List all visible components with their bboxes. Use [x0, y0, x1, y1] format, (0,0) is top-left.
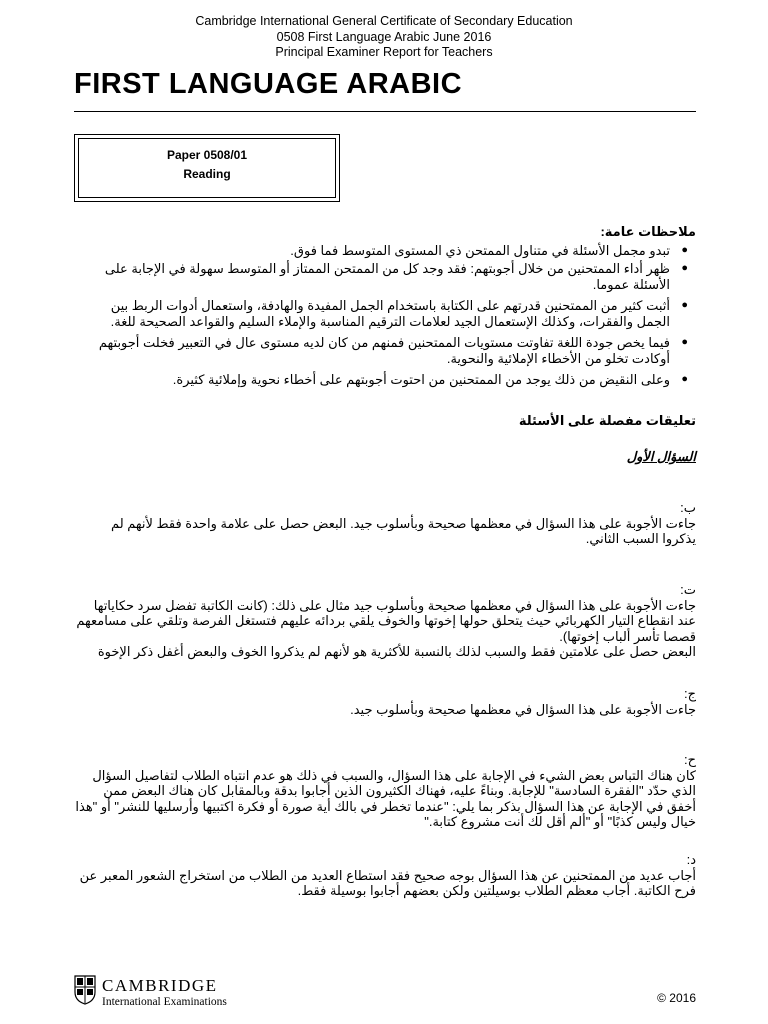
- header-qualification: Cambridge International General Certificate of Secondary Education: [195, 14, 573, 28]
- general-notes: [74, 224, 696, 388]
- paper-component: Reading: [183, 167, 231, 181]
- question-t: [74, 582, 696, 660]
- paper-box-inner: [78, 138, 336, 198]
- list-item: [74, 335, 696, 366]
- question-d: [74, 852, 696, 899]
- list-item: [74, 261, 696, 292]
- header-syllabus: 0508 First Language Arabic June 2016: [276, 29, 492, 44]
- note-text: أثبت كثير من الممتحنين قدرتهم على الكتابة باستخدام الجمل المفيدة والهادفة، واستعمال أدوات الربط بين الجمل والفقرات، وكذلك الإستعمال الجيد لعلامات الترقيم المناسبة والإملاء السليم والقواعد الصحيحة للغة.: [110, 298, 670, 329]
- title-divider: [74, 111, 696, 112]
- detailed-comments-heading: تعليقات مفصلة على الأسئلة: [518, 413, 696, 428]
- question-label: د:: [686, 852, 696, 867]
- note-text: تبدو مجمل الأسئلة في متناول الممتحن ذي المستوى المتوسط فما فوق.: [290, 242, 670, 258]
- bullet-icon: ●: [681, 262, 688, 274]
- cambridge-logo: [74, 975, 274, 1013]
- question-label: ج:: [683, 686, 696, 701]
- question-label: ت:: [680, 582, 696, 597]
- question-one-heading-wrap: [74, 449, 696, 465]
- header-report-type: Principal Examiner Report for Teachers: [275, 45, 493, 59]
- note-text: فيما يخص جودة اللغة تفاوتت مستويات الممتحنين فمنهم من كان لديه مستوى عال في التعبير فخلت أجوبتهم أوكادت تخلو من الأخطاء الإملائية والنحوية.: [98, 335, 670, 366]
- paper-number: Paper 0508/01: [166, 148, 248, 162]
- note-text: وعلى النقيض من ذلك يوجد من الممتحنين من احتوت أجوبتهم على أخطاء نحوية وإملائية كثيرة.: [172, 372, 670, 387]
- list-item: [74, 372, 696, 388]
- question-h: [74, 752, 696, 830]
- question-b: [74, 500, 696, 547]
- question-comment: جاءت الأجوبة على هذا السؤال في معظمها صحيحة وبأسلوب جيد.: [350, 701, 696, 717]
- general-notes-heading: ملاحظات عامة:: [600, 224, 696, 239]
- bullet-icon: ●: [681, 336, 688, 348]
- question-label: ح:: [683, 752, 696, 767]
- bullet-icon: ●: [681, 299, 688, 311]
- question-comment: جاءت الأجوبة على هذا السؤال في معظمها صحيحة وبأسلوب جيد. البعض حصل على علامة واحدة فقط لأنهم لم يذكروا السبب الثاني.: [111, 515, 696, 546]
- question-comment: كان هناك التباس بعض الشيء في الإجابة على هذا السؤال، والسبب في ذلك هو عدم انتباه الطلاب لتفاصيل السؤال الذي حدّد "الفقرة السادسة" للإجابة. وبناءً عليه، فهناك الكثيرون الذين أجابوا بدقة وبالمقابل كان هناك البعض ممن أخفق في الإجابة عن هذا السؤال بذكر بما يلي: "عندما تخطر في بالك أية صورة أو فكرة اكتبيها وأرسليها للنشر" أو "هذا خيال وليس كذبًا" أو "ألم أقل لك أنت مشروع كتابة.": [75, 767, 696, 829]
- bullet-icon: ●: [681, 243, 688, 256]
- bullet-icon: ●: [681, 373, 688, 385]
- question-comment: أجاب عديد من الممتحنين عن هذا السؤال بوجه صحيح فقد استطاع العديد من الطلاب من استخراج الشعور المعبر عن فرح الكاتبة. أجاب معظم الطلاب بوسيلتين ولكن بعضهم أجابوا بوسيلة فقط.: [79, 867, 696, 898]
- note-text: ظهر أداء الممتحنين من خلال أجوبتهم: فقد وجد كل من الممتحن الممتاز أو المتوسط سهولة في الإجابة على الأسئلة عموما.: [104, 261, 670, 292]
- question-comment: جاءت الأجوبة على هذا السؤال في معظمها صحيحة وبأسلوب جيد مثال على ذلك: (كانت الكاتبة تفضل سرد حكاياتها عند انقطاع التيار الكهربائي حيث يتحلق حولها إخوتها والخوف يلقي بردائه عليهم فتستغل الفرصة وتلقي على مسامعهم قصصا تأسر ألباب إخوتها).: [76, 597, 696, 644]
- logo-wordmark: CAMBRIDGE: [102, 976, 218, 995]
- shield-icon: [74, 975, 96, 1005]
- subject-title: FIRST LANGUAGE ARABIC: [74, 68, 463, 100]
- report-header: [0, 14, 768, 61]
- logo-subtitle: International Examinations: [102, 996, 227, 1008]
- question-j: [74, 686, 696, 717]
- question-one-heading: السؤال الأول: [626, 449, 696, 464]
- list-item: [74, 243, 696, 259]
- question-label: ب:: [680, 500, 696, 515]
- list-item: [74, 298, 696, 329]
- general-notes-list: [74, 243, 696, 388]
- copyright-notice: © 2016: [657, 991, 696, 1005]
- question-comment-extra: البعض حصل على علامتين فقط والسبب لذلك بالنسبة للأكثرية هو لأنهم لم يذكروا الخوف والبعض أغفل ذكر الإخوة: [97, 644, 696, 659]
- paper-box: [74, 134, 340, 202]
